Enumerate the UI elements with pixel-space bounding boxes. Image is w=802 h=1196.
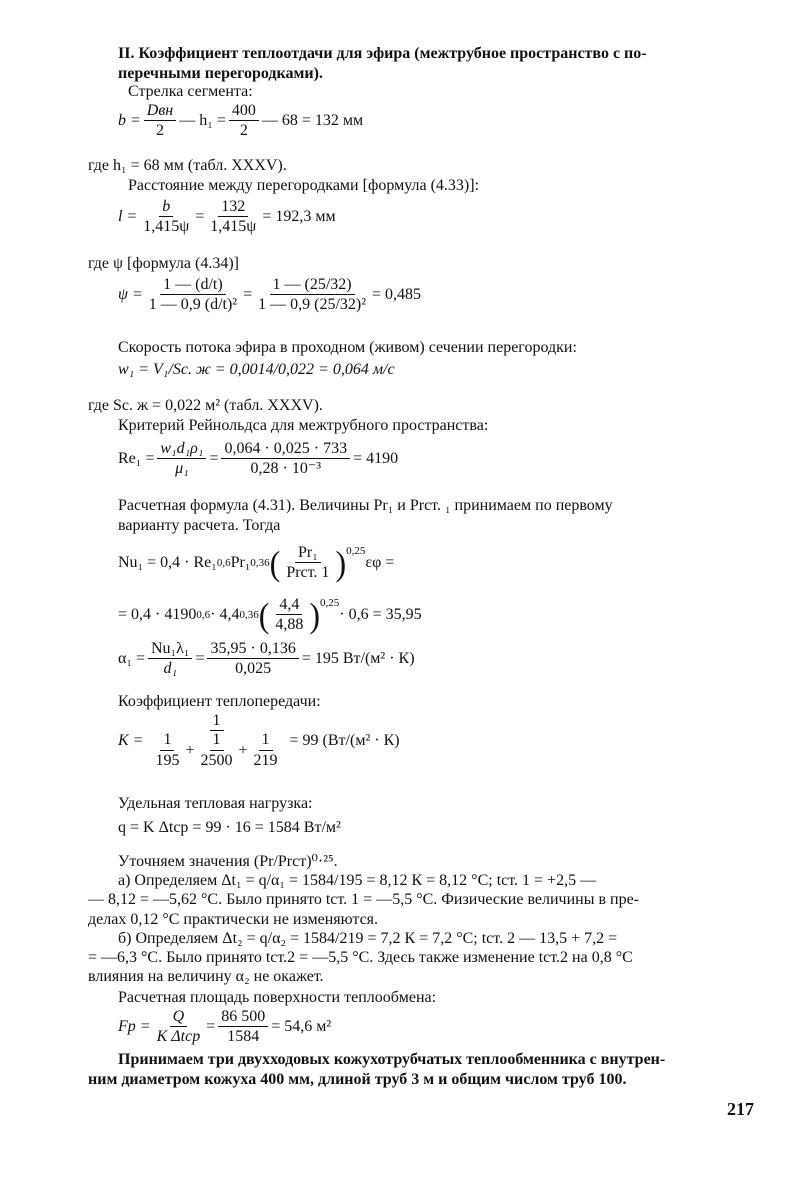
formula-alpha-den2: 0,025 — [235, 660, 272, 678]
formula-b — [118, 102, 363, 141]
formula-nu-2: = 0,4 · 4190 0,6 · 4,4 0,36 ( $\frac{4,4}{4,88}$ ) $^{0,25}$ · 0,6 = 35,95 — [118, 595, 422, 636]
formula-l-lhs: l = — [118, 208, 138, 226]
distance-label: Расстояние между перегородками [формула (4.33)]: — [128, 177, 480, 194]
formula-b-rhs: — 68 = 132 мм — [261, 112, 364, 130]
formula-k-d2-den: 2500 — [200, 751, 233, 769]
formula-k-d2-num: 1 — [210, 731, 224, 750]
where-s: где Sс. ж = 0,022 м² (табл. XXXV). — [88, 397, 323, 414]
segment-label: Стрелка сегмента: — [128, 83, 253, 100]
formula-k-d1-den: 195 — [155, 751, 180, 769]
velocity-label: Скорость потока эфира в проходном (живом) сечении перегородки: — [118, 339, 577, 356]
formula-psi-den2: 1 — 0,9 (25/32)² — [258, 296, 367, 314]
formula-alpha-lhs: α₁ = — [118, 650, 145, 668]
formula-psi-rhs: = 0,485 — [372, 286, 422, 304]
formula-alpha-num1: Nu₁λ₁ — [148, 640, 192, 659]
formula-k-d3-num: 1 — [259, 731, 273, 750]
formula-psi-num2: 1 — (25/32) — [270, 276, 355, 295]
formula-re-den2: 0,28 · 10⁻³ — [250, 460, 322, 478]
formula-k-d1-num: 1 — [160, 731, 174, 750]
formula-f-den2: 1584 — [227, 1028, 260, 1046]
refine-line-2: а) Определяем Δt₁ = q/α₁ = 1584/195 = 8,12 К = 8,12 °С; tст. 1 = +2,5 — — [118, 872, 597, 890]
formula-l-rhs: = 192,3 мм — [262, 208, 336, 226]
refine-paragraph — [88, 852, 758, 986]
formula-k — [118, 712, 400, 770]
page-number: 217 — [727, 1099, 754, 1119]
formula-k-rhs: = 99 (Вт/(м² · К) — [289, 731, 400, 749]
formula-re-eq: = — [209, 450, 219, 468]
formula-nu2-lhs: = 0,4 · 4190 — [118, 606, 197, 624]
formula-l-den1: 1,415ψ — [143, 218, 190, 236]
formula-k-lhs: K = — [118, 731, 144, 749]
formula-b-num1: Dвн — [144, 102, 176, 121]
formula-f-eq: = — [206, 1018, 216, 1036]
refine-line-3: — 8,12 = —5,62 °С. Было принято tст. 1 = —5,5 °С. Физические величины в пре- — [88, 891, 640, 909]
formula-nu1-den: Prст. 1 — [286, 564, 330, 582]
k-label: Коэффициент теплопередачи: — [118, 693, 321, 710]
formula-f — [118, 1008, 331, 1047]
refine-line-1: Уточняем значения (Pr/Prст)⁰·²⁵. — [118, 853, 338, 870]
where-h: где h₁ = 68 мм (табл. XXXV). — [88, 157, 287, 174]
formula-l — [118, 198, 336, 237]
paren-open: ( — [269, 543, 281, 584]
formula-psi-eq: = — [243, 286, 253, 304]
area-label: Расчетная площадь поверхности теплообмена: — [118, 989, 437, 1006]
paren-close: ) — [309, 595, 320, 636]
formula-alpha-eq: = — [195, 650, 205, 668]
formula-re-lhs: Re₁ = — [118, 450, 155, 468]
formula-re-rhs: = 4190 — [353, 450, 399, 468]
plus-sign: + — [185, 742, 195, 760]
formula-k-d3-den: 219 — [253, 751, 278, 769]
plus-sign: + — [238, 742, 248, 760]
formula-f-den1: K Δtср — [156, 1028, 201, 1046]
formula-l-num1: b — [159, 198, 173, 217]
refine-line-4: делах 0,12 °С практически не изменяются. — [88, 910, 379, 928]
refine-line-7: влияния на величину α₂ не окажет. — [88, 968, 324, 986]
formula-f-num2: 86 500 — [218, 1008, 268, 1027]
formula-psi-num1: 1 — (d/t) — [160, 276, 226, 295]
formula-nu2-num: 4,4 — [276, 596, 302, 615]
formula-nu1-rhs: εφ = — [365, 554, 395, 572]
formula-f-lhs: Fр = — [118, 1018, 151, 1036]
formula-b-den1: 2 — [156, 122, 165, 140]
formula-b-lhs: b = — [118, 112, 141, 130]
formula-nu-1: Nu₁ = 0,4 · Re₁ 0,6 Pr₁ 0,36 ( $\frac{\text{Pr₁}}{\text{Prст. 1}}$ ) $^{0,25}$ εφ = — [118, 543, 395, 584]
calc-line-1: Расчетная формула (4.31). Величины Pr₁ и Prст. ₁ принимаем по первому — [118, 497, 613, 514]
calc-paragraph — [118, 496, 758, 536]
conclusion-line-2: ним диаметром кожуха 400 мм, длиной труб 3 м и общим числом труб 100. — [88, 1071, 627, 1088]
formula-psi-lhs: ψ = — [118, 286, 143, 304]
formula-nu2-den: 4,88 — [275, 616, 304, 634]
formula-nu1-num: Pr₁ — [295, 544, 321, 563]
formula-b-den2: 2 — [239, 122, 248, 140]
section-heading — [118, 44, 758, 84]
formula-f-rhs: = 54,6 м² — [271, 1018, 332, 1036]
formula-alpha-den1: d₁ — [163, 660, 177, 678]
formula-psi — [118, 276, 421, 315]
formula-b-mid: — h₁ = — [179, 112, 226, 130]
formula-b-num2: 400 — [229, 102, 259, 121]
formula-l-num2: 132 — [218, 198, 248, 217]
formula-psi-den1: 1 — 0,9 (d/t)² — [148, 296, 238, 314]
formula-l-eq: = — [195, 208, 205, 226]
formula-w: w₁ = V₁/Sс. ж = 0,0014/0,022 = 0,064 м/с — [118, 361, 395, 378]
formula-re-den1: μ₁ — [175, 460, 189, 478]
formula-re — [118, 440, 398, 479]
formula-alpha-num2: 35,95 · 0,136 — [207, 640, 298, 659]
heading-line-1: II. Коэффициент теплоотдачи для эфира (межтрубное пространство с по- — [118, 45, 647, 62]
q-label: Удельная тепловая нагрузка: — [118, 795, 313, 812]
formula-nu2-mid: · 4,4 — [210, 606, 240, 624]
formula-nu1-mid: Pr₁ — [230, 554, 251, 572]
refine-line-5: б) Определяем Δt₂ = q/α₂ = 1584/219 = 7,2 К = 7,2 °С; tст. 2 — 13,5 + 7,2 = — [118, 929, 618, 947]
formula-alpha-rhs: = 195 Вт/(м² · К) — [301, 650, 415, 668]
formula-nu1-lhs: Nu₁ = 0,4 · Re₁ — [118, 554, 217, 572]
calc-line-2: варианту расчета. Тогда — [118, 517, 281, 534]
where-psi: где ψ [формула (4.34)] — [88, 255, 239, 272]
formula-k-denominator — [146, 731, 286, 770]
heading-line-2: перечными перегородками). — [118, 65, 323, 82]
formula-l-den2: 1,415ψ — [210, 218, 257, 236]
re-label: Критерий Рейнольдса для межтрубного пространства: — [118, 417, 489, 434]
conclusion-paragraph — [88, 1050, 758, 1090]
conclusion-line-1: Принимаем три двухходовых кожухотрубчатых теплообменника с внутрен- — [118, 1051, 666, 1068]
formula-re-num2: 0,064 · 0,025 · 733 — [221, 440, 350, 459]
refine-line-6: = —6,3 °С. Было принято tст.2 = —5,5 °С. Здесь также изменение tст.2 на 0,8 °С — [88, 948, 633, 966]
formula-q: q = K Δtср = 99 · 16 = 1584 Вт/м² — [118, 819, 341, 836]
formula-f-num1: Q — [170, 1008, 188, 1027]
formula-re-num1: w₁d₁ρ₁ — [157, 440, 206, 459]
formula-k-num: 1 — [210, 712, 224, 731]
paren-close: ) — [335, 543, 347, 584]
paren-open: ( — [258, 595, 270, 636]
formula-nu2-rhs: · 0,6 = 35,95 — [339, 606, 422, 624]
formula-alpha — [118, 640, 415, 679]
